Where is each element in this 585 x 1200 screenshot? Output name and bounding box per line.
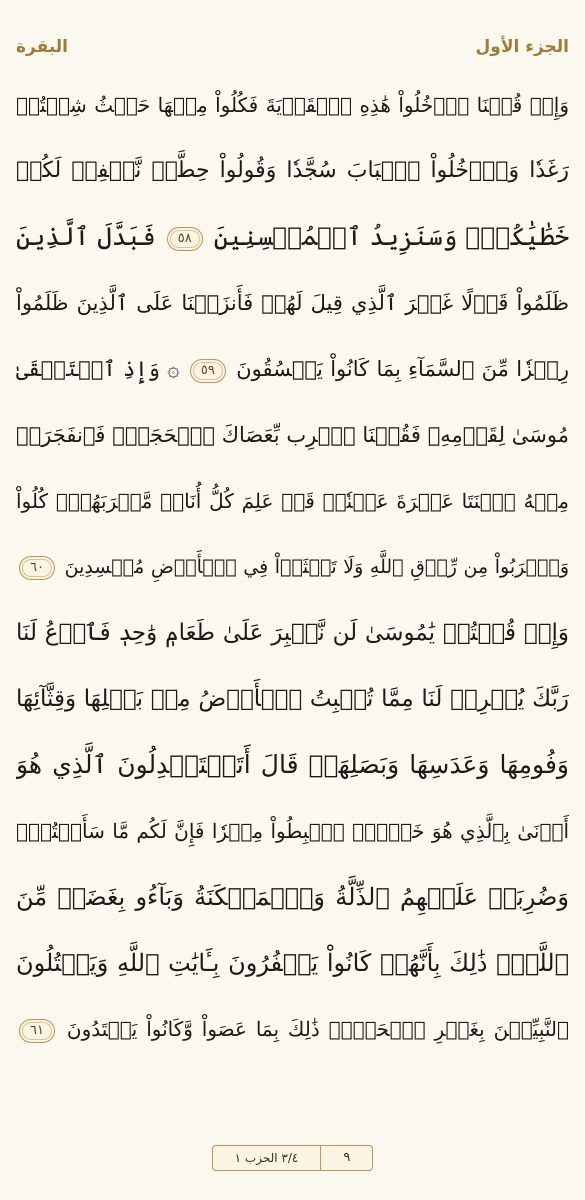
verse-line-text: [16, 349, 569, 389]
verse-text: وَإِذۡ قُلۡنَا ٱدۡخُلُواْ هَٰذِهِ ٱلۡقَرۡيَةَ فَكُلُواْ مِنۡهَا حَيۡثُ شِئۡتُمۡ: [16, 93, 569, 117]
verses-block: [16, 72, 569, 1062]
ayah-number-marker: ٥٨: [167, 227, 203, 251]
verse-line: [16, 138, 569, 204]
verse-line-text: [16, 85, 569, 125]
verse-line-text: [16, 415, 569, 455]
juz-name: الجزء الأول: [475, 37, 569, 57]
verse-line: [16, 666, 569, 732]
ayah-number-marker: ٦٠: [19, 556, 55, 580]
verse-text: خَطَٰيَٰكُمۡۚ وَسَنَزِيدُ ٱلۡمُحۡسِنِينَ: [213, 222, 569, 251]
verse-line-text: [16, 877, 569, 917]
verse-line: [16, 72, 569, 138]
verse-line: [16, 600, 569, 666]
verse-text: وَٱشۡرَبُواْ مِن رِّزۡقِ ٱللَّهِ وَلَا تَعۡثَوۡاْ فِي ٱلۡأَرۡضِ مُفۡسِدِينَ: [64, 556, 569, 578]
verse-line: [16, 996, 569, 1062]
page-footer: [0, 1145, 585, 1171]
verse-line-text: [16, 1009, 569, 1049]
verse-line-text: [16, 943, 569, 983]
verse-text: رَبَّكَ يُخۡرِجۡ لَنَا مِمَّا تُنۢبِتُ ٱلۡأَرۡضُ مِنۢ بَقۡلِهَا وَقِثَّآئِهَا: [16, 686, 569, 712]
verse-line-text: [16, 613, 569, 653]
ayah-number-marker: ٦١: [19, 1019, 55, 1043]
verse-line-text: [16, 217, 569, 257]
surah-name: البقرة: [16, 37, 68, 57]
ayah-number-marker: ٥٩: [190, 359, 226, 383]
verse-text: وَإِذۡ قُلۡتُمۡ يَٰمُوسَىٰ لَن نَّصۡبِرَ عَلَىٰ طَعَامٖ وَٰحِدٖ فَٱدۡعُ لَنَا: [16, 620, 569, 646]
verse-line: [16, 864, 569, 930]
hizb-indicator: ٣/٤ الحزب ١: [234, 1151, 299, 1165]
verse-text-continued: ۞ وَإِذِ ٱسۡتَسۡقَىٰ: [16, 357, 180, 381]
verse-text: رِجۡزٗا مِّنَ ٱلسَّمَآءِ بِمَا كَانُواْ يَفۡسُقُونَ: [236, 357, 569, 381]
verse-text: أَدۡنَىٰ بِٱلَّذِي هُوَ خَيۡرٌۚ ٱهۡبِطُواْ مِصۡرٗا فَإِنَّ لَكُم مَّا سَأَلۡتُمۡۗ: [16, 819, 569, 843]
verse-text: مُوسَىٰ لِقَوۡمِهِۦ فَقُلۡنَا ٱضۡرِب بِّعَصَاكَ ٱلۡحَجَرَۖ فَٱنفَجَرَتۡ: [16, 423, 569, 447]
verse-text: ٱللَّهِۗ ذَٰلِكَ بِأَنَّهُمۡ كَانُواْ يَكۡفُرُونَ بِـَٔايَٰتِ ٱللَّهِ وَيَقۡتُلُونَ: [16, 949, 569, 977]
verse-line: [16, 270, 569, 336]
verse-line-text: [16, 151, 569, 191]
verse-line-text: [16, 547, 569, 587]
verse-line-text: [16, 283, 569, 323]
verse-text: ٱلنَّبِيِّـۧنَ بِغَيۡرِ ٱلۡحَقِّۗ ذَٰلِكَ بِمَا عَصَواْ وَّكَانُواْ يَعۡتَدُونَ: [66, 1017, 569, 1041]
page-header: [16, 34, 569, 60]
verse-text: ظَلَمُواْ قَوۡلًا غَيۡرَ ٱلَّذِي قِيلَ لَهُمۡ فَأَنزَلۡنَا عَلَى ٱلَّذِينَ ظَلَمُواْ: [16, 291, 569, 315]
verse-line: [16, 336, 569, 402]
page-number: ٩: [320, 1146, 372, 1170]
verse-line: [16, 930, 569, 996]
verse-line-text: [16, 811, 569, 851]
verse-line-text: [16, 481, 569, 521]
verse-line: [16, 204, 569, 270]
verse-line: [16, 732, 569, 798]
verse-text: وَفُومِهَا وَعَدَسِهَا وَبَصَلِهَاۖ قَالَ أَتَسۡتَبۡدِلُونَ ٱلَّذِي هُوَ: [16, 750, 569, 779]
verse-text-continued: فَبَدَّلَ ٱلَّذِينَ: [16, 222, 156, 251]
verse-text: مِنۡهُ ٱثۡنَتَا عَشۡرَةَ عَيۡنٗاۖ قَدۡ عَلِمَ كُلُّ أُنَاسٖ مَّشۡرَبَهُمۡۖ كُلُواْ: [16, 489, 569, 513]
verse-line-text: [16, 745, 569, 785]
verse-line-text: [16, 679, 569, 719]
verse-line: [16, 534, 569, 600]
verse-line: [16, 402, 569, 468]
verse-line: [16, 798, 569, 864]
footer-box: [212, 1145, 374, 1171]
verse-text: رَغَدٗا وَٱدۡخُلُواْ ٱلۡبَابَ سُجَّدٗا وَقُولُواْ حِطَّةٞ نَّغۡفِرۡ لَكُمۡ: [16, 158, 569, 183]
verse-line: [16, 468, 569, 534]
verse-text: وَضُرِبَتۡ عَلَيۡهِمُ ٱلذِّلَّةُ وَٱلۡمَسۡكَنَةُ وَبَآءُو بِغَضَبٖ مِّنَ: [16, 883, 569, 911]
